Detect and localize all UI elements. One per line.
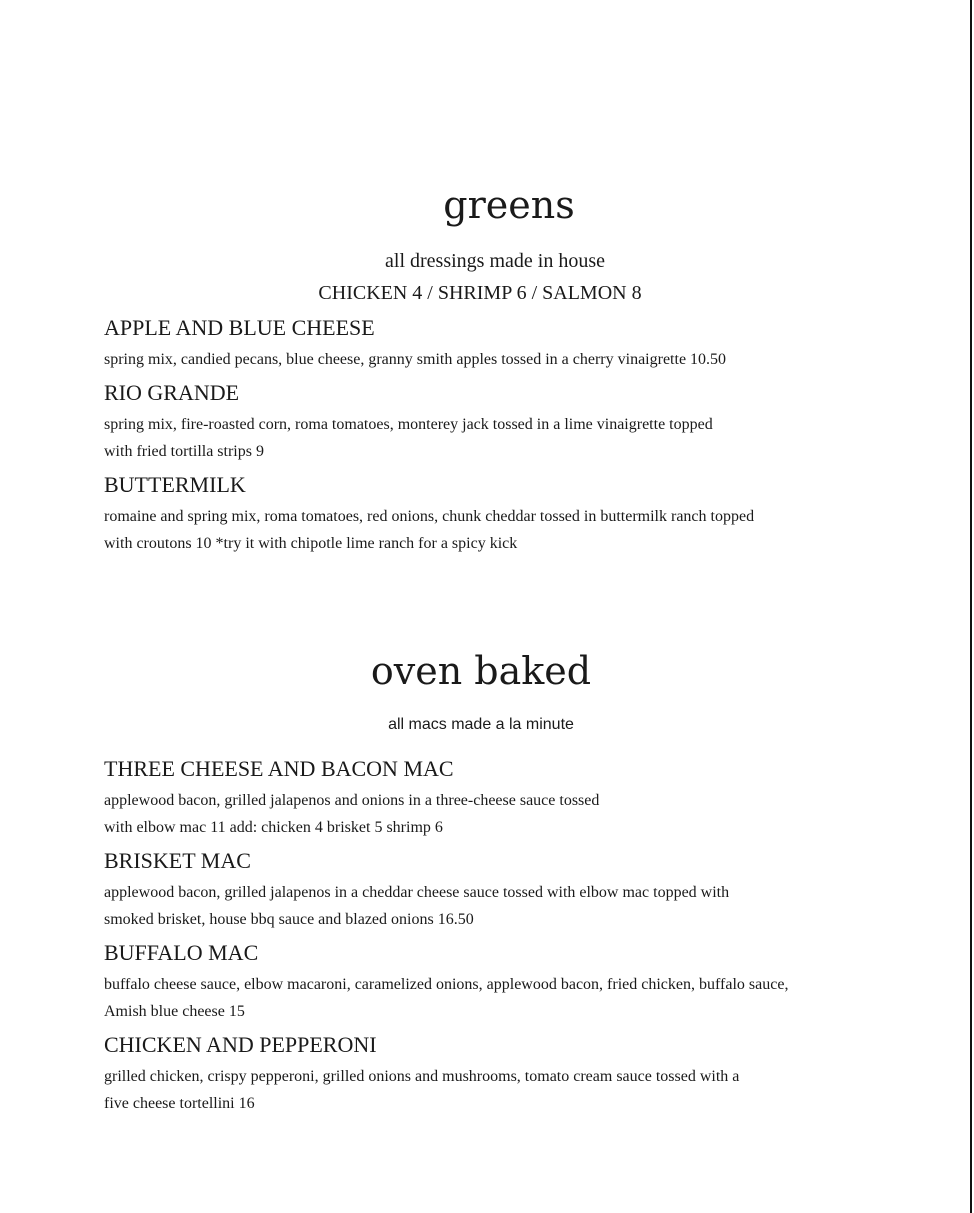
item-name: RIO GRANDE: [104, 380, 240, 405]
greens-note: all dressings made in house: [385, 250, 605, 272]
greens-section: [0, 180, 974, 552]
oven-baked-title: oven baked: [370, 649, 592, 693]
greens-items-list: [104, 314, 884, 563]
menu-item: [104, 755, 884, 841]
menu-item: [104, 847, 884, 933]
menu-item: [104, 471, 884, 557]
item-name: APPLE AND BLUE CHEESE: [104, 315, 375, 340]
item-description: applewood bacon, grilled jalapenos in a cheddar cheese sauce tossed with elbow mac topped with smoked brisket, house bbq sauce and blazed onions 16.50: [104, 884, 730, 928]
item-description: romaine and spring mix, roma tomatoes, red onions, chunk cheddar tossed in buttermilk ranch topped with croutons 10 *try it with chipotle lime ranch for a spicy kick: [104, 508, 755, 552]
oven-baked-section: [0, 646, 974, 1112]
item-description: buffalo cheese sauce, elbow macaroni, caramelized onions, applewood bacon, fried chicken, buffalo sauce, Amish blue cheese 15: [104, 976, 789, 1020]
item-name: BUFFALO MAC: [104, 940, 259, 965]
item-name: BUTTERMILK: [104, 472, 246, 497]
menu-item: [104, 1031, 884, 1117]
oven-baked-items-list: [104, 755, 884, 1123]
menu-item: [104, 314, 884, 373]
item-description: applewood bacon, grilled jalapenos and onions in a three-cheese sauce tossed with elbow mac 11 add: chicken 4 brisket 5 shrimp 6: [104, 792, 600, 836]
menu-item: [104, 379, 884, 465]
oven-baked-note: all macs made a la minute: [388, 716, 574, 733]
item-name: BRISKET MAC: [104, 848, 251, 873]
greens-addons: CHICKEN 4 / SHRIMP 6 / SALMON 8: [318, 282, 642, 304]
greens-title: greens: [443, 183, 575, 227]
menu-item: [104, 939, 884, 1025]
item-name: THREE CHEESE AND BACON MAC: [104, 756, 454, 781]
item-name: CHICKEN AND PEPPERONI: [104, 1032, 377, 1057]
item-description: spring mix, fire-roasted corn, roma tomatoes, monterey jack tossed in a lime vinaigrette topped with fried tortilla strips 9: [104, 416, 713, 460]
item-description: spring mix, candied pecans, blue cheese, granny smith apples tossed in a cherry vinaigrette 10.50: [104, 351, 727, 368]
item-description: grilled chicken, crispy pepperoni, grilled onions and mushrooms, tomato cream sauce tossed with a five cheese tortellini 16: [104, 1068, 740, 1112]
